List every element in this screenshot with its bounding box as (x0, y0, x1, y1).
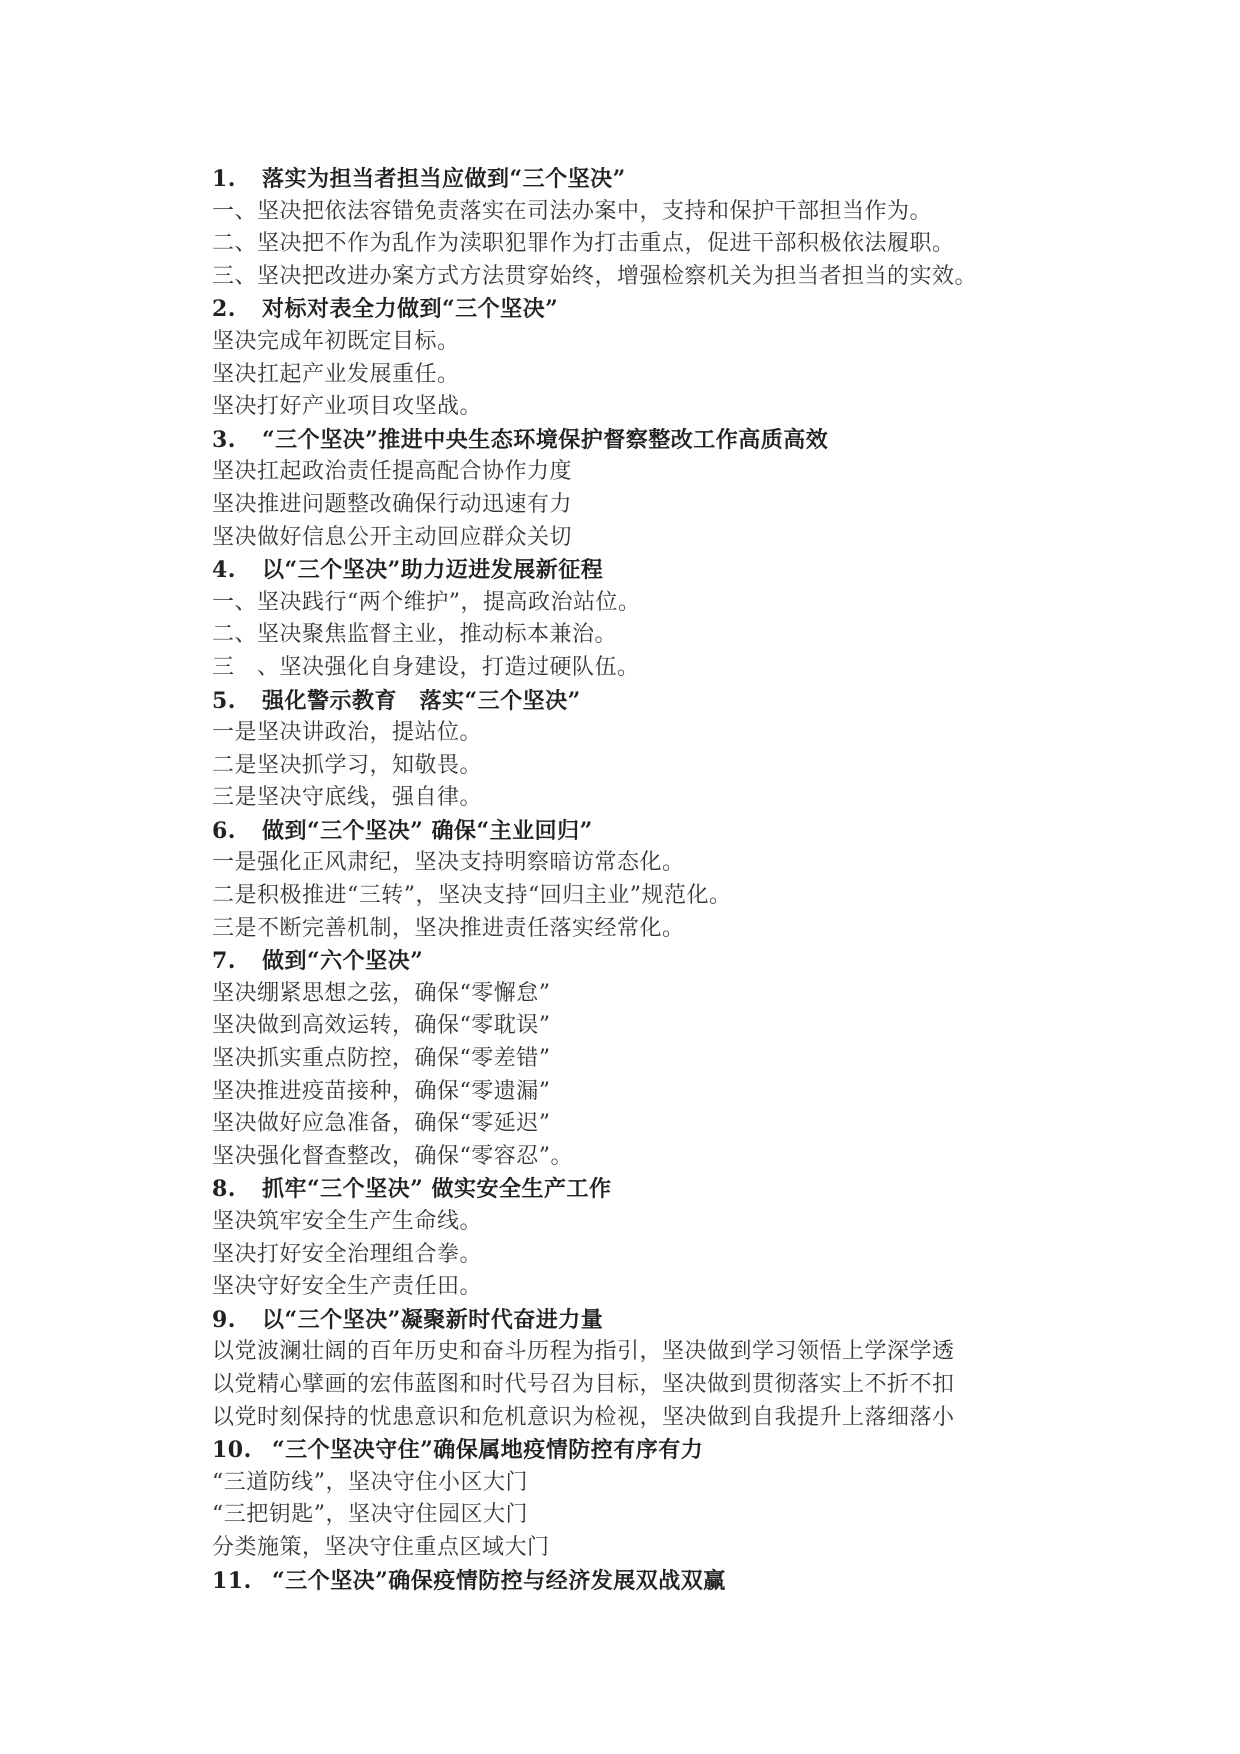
section-item: 三是坚决守底线，强自律。 (212, 785, 483, 811)
section-item: 二、坚决把不作为乱作为渎职犯罪作为打击重点，促进干部积极依法履职。 (212, 231, 955, 257)
section-item: 坚决做好应急准备，确保“零延迟” (212, 1111, 551, 1137)
section-item: 坚决扛起政治责任提高配合协作力度 (212, 459, 573, 485)
section-item: 分类施策，坚决守住重点区域大门 (212, 1534, 550, 1560)
section-title: 强化警示教育 落实“三个坚决” (262, 687, 581, 714)
section-title: “三个坚决守住”确保属地疫情防控有序有力 (272, 1437, 704, 1464)
section-item: 二是积极推进“三转”，坚决支持“回归主业”规范化。 (212, 883, 732, 909)
section-item: 一是强化正风肃纪，坚决支持明察暗访常态化。 (212, 850, 685, 876)
section-heading (212, 163, 1112, 196)
section-title: 做到“三个坚决” 确保“主业回归” (262, 817, 593, 844)
section-item: 以党波澜壮阔的百年历史和奋斗历程为指引，坚决做到学习领悟上学深学透 (212, 1339, 955, 1365)
section-title: “三个坚决”推进中央生态环境保护督察整改工作高质高效 (262, 426, 829, 453)
section-title: 抓牢“三个坚决” 做实安全生产工作 (262, 1176, 612, 1203)
section-number: 10. (212, 1437, 252, 1464)
section-number: 3. (212, 426, 236, 453)
section-number: 7. (212, 948, 236, 975)
section-heading (212, 1173, 1112, 1206)
section-item: 二、坚决聚焦监督主业，推动标本兼治。 (212, 622, 618, 648)
section-number: 6. (212, 817, 236, 844)
section-item: 三是不断完善机制，坚决推进责任落实经常化。 (212, 915, 685, 941)
section-title: 对标对表全力做到“三个坚决” (262, 296, 559, 323)
section-item: 坚决强化督查整改，确保“零容忍”。 (212, 1143, 573, 1169)
section-item: “三道防线”，坚决守住小区大门 (212, 1469, 528, 1495)
section-number: 9. (212, 1306, 236, 1333)
section-item: 以党精心擘画的宏伟蓝图和时代号召为目标，坚决做到贯彻落实上不折不扣 (212, 1371, 955, 1397)
section-title: 做到“六个坚决” (262, 948, 424, 975)
section-item: 坚决做到高效运转，确保“零耽误” (212, 1013, 551, 1039)
section-item: 一、坚决把依法容错免责落实在司法办案中，支持和保护干部担当作为。 (212, 198, 933, 224)
section-item: 坚决抓实重点防控，确保“零差错” (212, 1046, 551, 1072)
section-item: 以党时刻保持的忧患意识和危机意识为检视，坚决做到自我提升上落细落小 (212, 1404, 955, 1430)
section-item: 坚决打好产业项目攻坚战。 (212, 394, 483, 420)
section-heading (212, 815, 1112, 848)
section-item: 三、坚决把改进办案方式方法贯穿始终，增强检察机关为担当者担当的实效。 (212, 263, 978, 289)
section-item: 坚决推进问题整改确保行动迅速有力 (212, 491, 573, 517)
section-item: 坚决推进疫苗接种，确保“零遗漏” (212, 1078, 551, 1104)
section-item: 坚决做好信息公开主动回应群众关切 (212, 524, 573, 550)
section-heading (212, 1304, 1112, 1337)
section-title: 落实为担当者担当应做到“三个坚决” (262, 166, 626, 192)
section-heading (212, 554, 1112, 587)
section-item: 坚决扛起产业发展重任。 (212, 361, 460, 387)
document-body (212, 163, 1112, 1597)
section-item: 坚决打好安全治理组合拳。 (212, 1241, 483, 1267)
section-number: 2. (212, 296, 236, 323)
section-item: 坚决完成年初既定目标。 (212, 328, 460, 354)
section-item: 一是坚决讲政治，提站位。 (212, 720, 483, 746)
section-number: 8. (212, 1176, 236, 1203)
section-heading (212, 1565, 1112, 1598)
section-item: 二是坚决抓学习，知敬畏。 (212, 752, 483, 778)
section-number: 5. (212, 687, 236, 714)
section-title: 以“三个坚决”助力迈进发展新征程 (262, 557, 604, 584)
section-item: 三 、坚决强化自身建设，打造过硬队伍。 (212, 654, 640, 680)
section-heading (212, 945, 1112, 978)
section-heading (212, 293, 1112, 326)
section-item: 坚决筑牢安全生产生命线。 (212, 1209, 483, 1234)
section-item: 坚决守好安全生产责任田。 (212, 1274, 483, 1300)
section-heading (212, 424, 1112, 457)
section-heading (212, 1434, 1112, 1467)
section-title: “三个坚决”确保疫情防控与经济发展双战双赢 (272, 1567, 726, 1594)
section-item: 一、坚决践行“两个维护”，提高政治站位。 (212, 589, 641, 615)
section-number: 11. (212, 1567, 252, 1594)
section-number: 4. (212, 557, 236, 584)
section-item: 坚决绷紧思想之弦，确保“零懈怠” (212, 980, 551, 1006)
section-heading (212, 685, 1112, 718)
section-number: 1. (212, 166, 236, 192)
section-item: “三把钥匙”，坚决守住园区大门 (212, 1502, 528, 1528)
section-title: 以“三个坚决”凝聚新时代奋进力量 (262, 1306, 604, 1333)
